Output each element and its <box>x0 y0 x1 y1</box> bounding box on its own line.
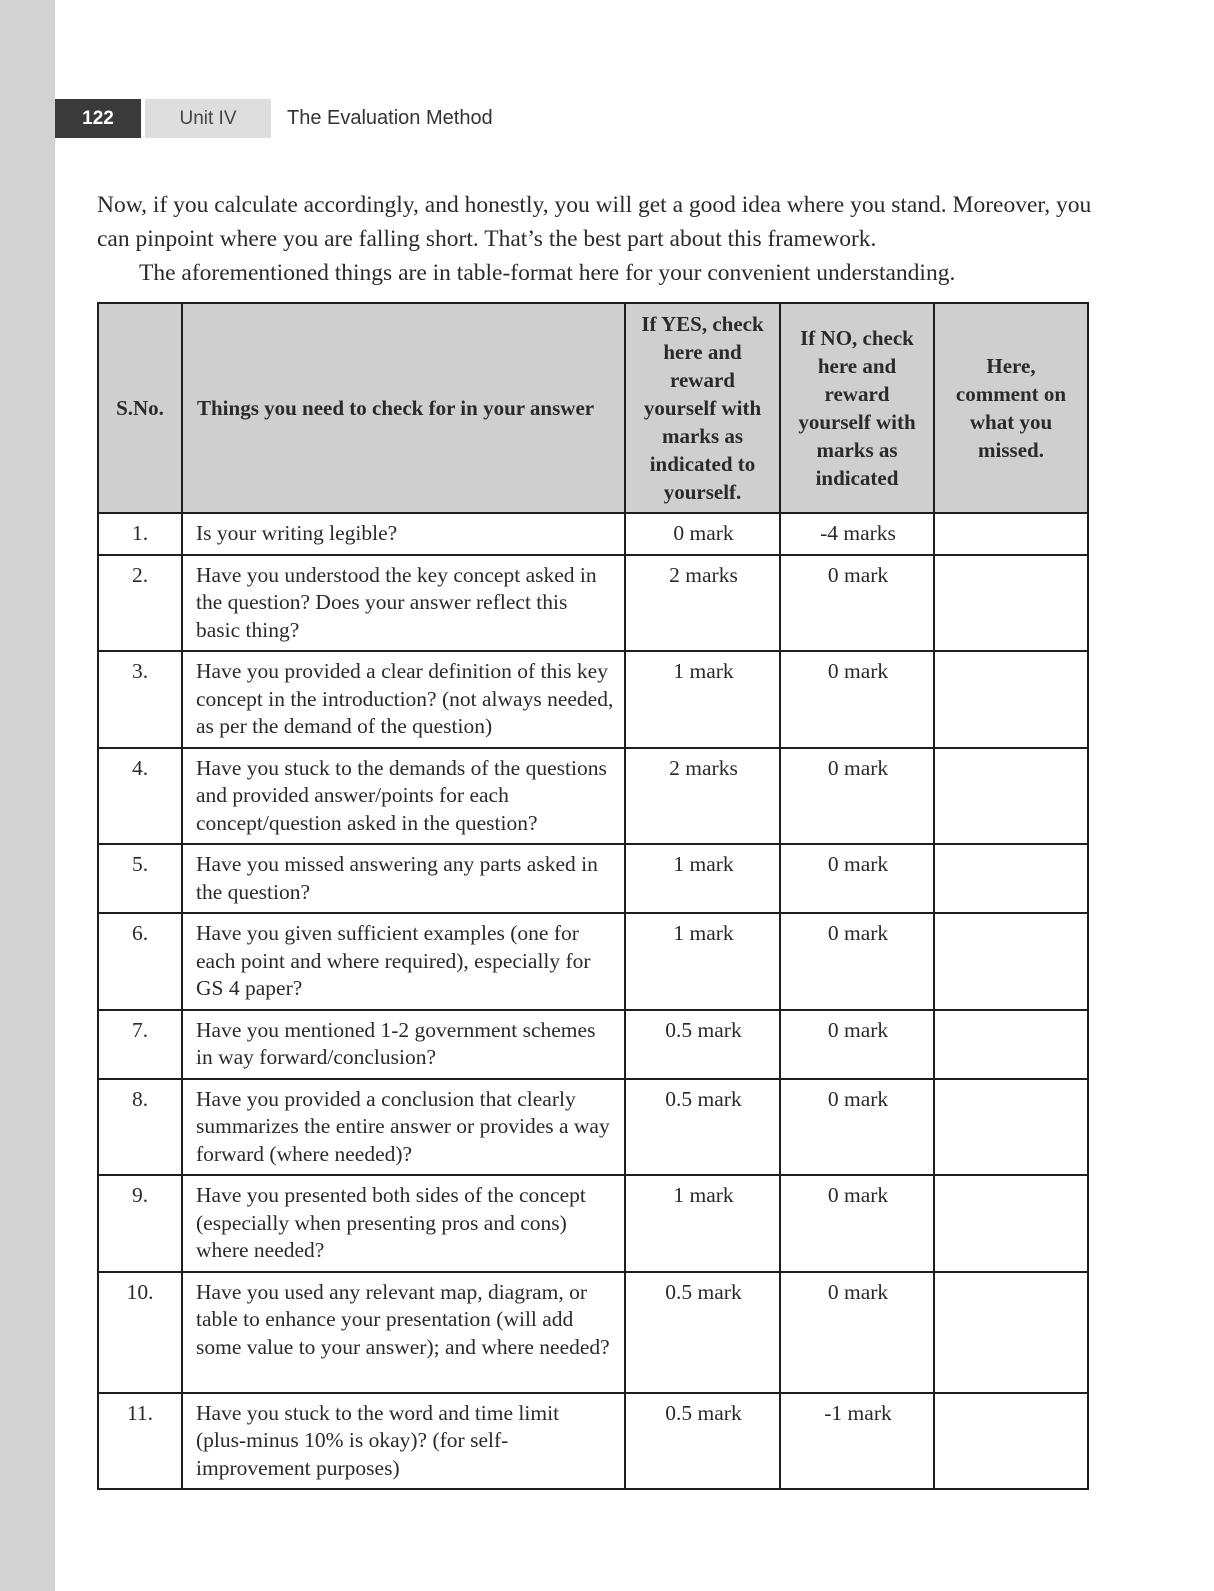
row-question: Have you understood the key concept asked in the question? Does your answer reflect this basic thing? <box>182 555 625 652</box>
table-row <box>98 748 1088 845</box>
row-no-mark: 0 mark <box>780 651 934 748</box>
table-row <box>98 513 1088 555</box>
row-yes-mark: 1 mark <box>625 651 780 748</box>
row-comment <box>934 748 1088 845</box>
row-question: Have you provided a clear definition of this key concept in the introduction? (not always needed, as per the demand of the question) <box>182 651 625 748</box>
page-header <box>55 99 493 138</box>
row-question: Have you stuck to the demands of the questions and provided answer/points for each concept/question asked in the question? <box>182 748 625 845</box>
row-yes-mark: 2 marks <box>625 555 780 652</box>
row-yes-mark: 0.5 mark <box>625 1079 780 1176</box>
row-question: Is your writing legible? <box>182 513 625 555</box>
row-sno: 6. <box>98 913 182 1010</box>
row-sno: 5. <box>98 844 182 913</box>
intro-paragraph-2: The aforementioned things are in table-format here for your convenient understanding. <box>139 260 956 286</box>
header-sno: S.No. <box>98 303 182 513</box>
row-no-mark: 0 mark <box>780 555 934 652</box>
section-title: The Evaluation Method <box>287 107 493 129</box>
row-no-mark: 0 mark <box>780 1272 934 1393</box>
table-row <box>98 1010 1088 1079</box>
row-question: Have you mentioned 1-2 government schemes in way forward/conclusion? <box>182 1010 625 1079</box>
row-comment <box>934 513 1088 555</box>
intro-paragraph-1: Now, if you calculate accordingly, and honestly, you will get a good idea where you stand. Moreover, you can pinpoint where you are falling short. That’s the best part about this framework. <box>97 192 1092 252</box>
intro-text <box>97 188 1097 290</box>
table-body <box>98 513 1088 1489</box>
evaluation-table <box>97 302 1089 1490</box>
row-sno: 2. <box>98 555 182 652</box>
row-sno: 7. <box>98 1010 182 1079</box>
row-no-mark: 0 mark <box>780 748 934 845</box>
row-sno: 1. <box>98 513 182 555</box>
header-comment: Here, comment on what you missed. <box>934 303 1088 513</box>
row-yes-mark: 0.5 mark <box>625 1010 780 1079</box>
row-no-mark: 0 mark <box>780 913 934 1010</box>
row-no-mark: 0 mark <box>780 1175 934 1272</box>
row-yes-mark: 2 marks <box>625 748 780 845</box>
row-sno: 11. <box>98 1393 182 1490</box>
row-sno: 10. <box>98 1272 182 1393</box>
row-no-mark: -4 marks <box>780 513 934 555</box>
table-row <box>98 1175 1088 1272</box>
table-row <box>98 555 1088 652</box>
row-sno: 4. <box>98 748 182 845</box>
page-number: 122 <box>55 99 141 138</box>
page-margin-strip <box>0 0 55 1591</box>
row-no-mark: 0 mark <box>780 1079 934 1176</box>
row-question: Have you used any relevant map, diagram, or table to enhance your presentation (will add some value to your answer); and where needed? <box>182 1272 625 1393</box>
table-row <box>98 651 1088 748</box>
row-question: Have you presented both sides of the concept (especially when presenting pros and cons) where needed? <box>182 1175 625 1272</box>
row-comment <box>934 1175 1088 1272</box>
header-things: Things you need to check for in your answer <box>182 303 625 513</box>
row-comment <box>934 651 1088 748</box>
table-header-row <box>98 303 1088 513</box>
table-row <box>98 1393 1088 1490</box>
row-comment <box>934 1393 1088 1490</box>
row-no-mark: 0 mark <box>780 1010 934 1079</box>
row-sno: 9. <box>98 1175 182 1272</box>
row-sno: 8. <box>98 1079 182 1176</box>
row-comment <box>934 1272 1088 1393</box>
row-yes-mark: 0.5 mark <box>625 1272 780 1393</box>
row-comment <box>934 844 1088 913</box>
row-question: Have you given sufficient examples (one for each point and where required), especially for GS 4 paper? <box>182 913 625 1010</box>
row-comment <box>934 913 1088 1010</box>
row-question: Have you provided a conclusion that clearly summarizes the entire answer or provides a way forward (where needed)? <box>182 1079 625 1176</box>
row-yes-mark: 1 mark <box>625 913 780 1010</box>
row-question: Have you missed answering any parts asked in the question? <box>182 844 625 913</box>
table-row <box>98 844 1088 913</box>
unit-label: Unit IV <box>145 99 271 138</box>
table-row <box>98 1272 1088 1393</box>
header-no: If NO, check here and reward yourself with marks as indicated <box>780 303 934 513</box>
row-question: Have you stuck to the word and time limit (plus-minus 10% is okay)? (for self-improvement purposes) <box>182 1393 625 1490</box>
row-yes-mark: 0.5 mark <box>625 1393 780 1490</box>
row-sno: 3. <box>98 651 182 748</box>
header-yes: If YES, check here and reward yourself with marks as indicated to yourself. <box>625 303 780 513</box>
table-row <box>98 913 1088 1010</box>
table-row <box>98 1079 1088 1176</box>
row-comment <box>934 555 1088 652</box>
row-yes-mark: 0 mark <box>625 513 780 555</box>
row-no-mark: 0 mark <box>780 844 934 913</box>
row-no-mark: -1 mark <box>780 1393 934 1490</box>
row-yes-mark: 1 mark <box>625 1175 780 1272</box>
row-comment <box>934 1010 1088 1079</box>
row-yes-mark: 1 mark <box>625 844 780 913</box>
row-comment <box>934 1079 1088 1176</box>
